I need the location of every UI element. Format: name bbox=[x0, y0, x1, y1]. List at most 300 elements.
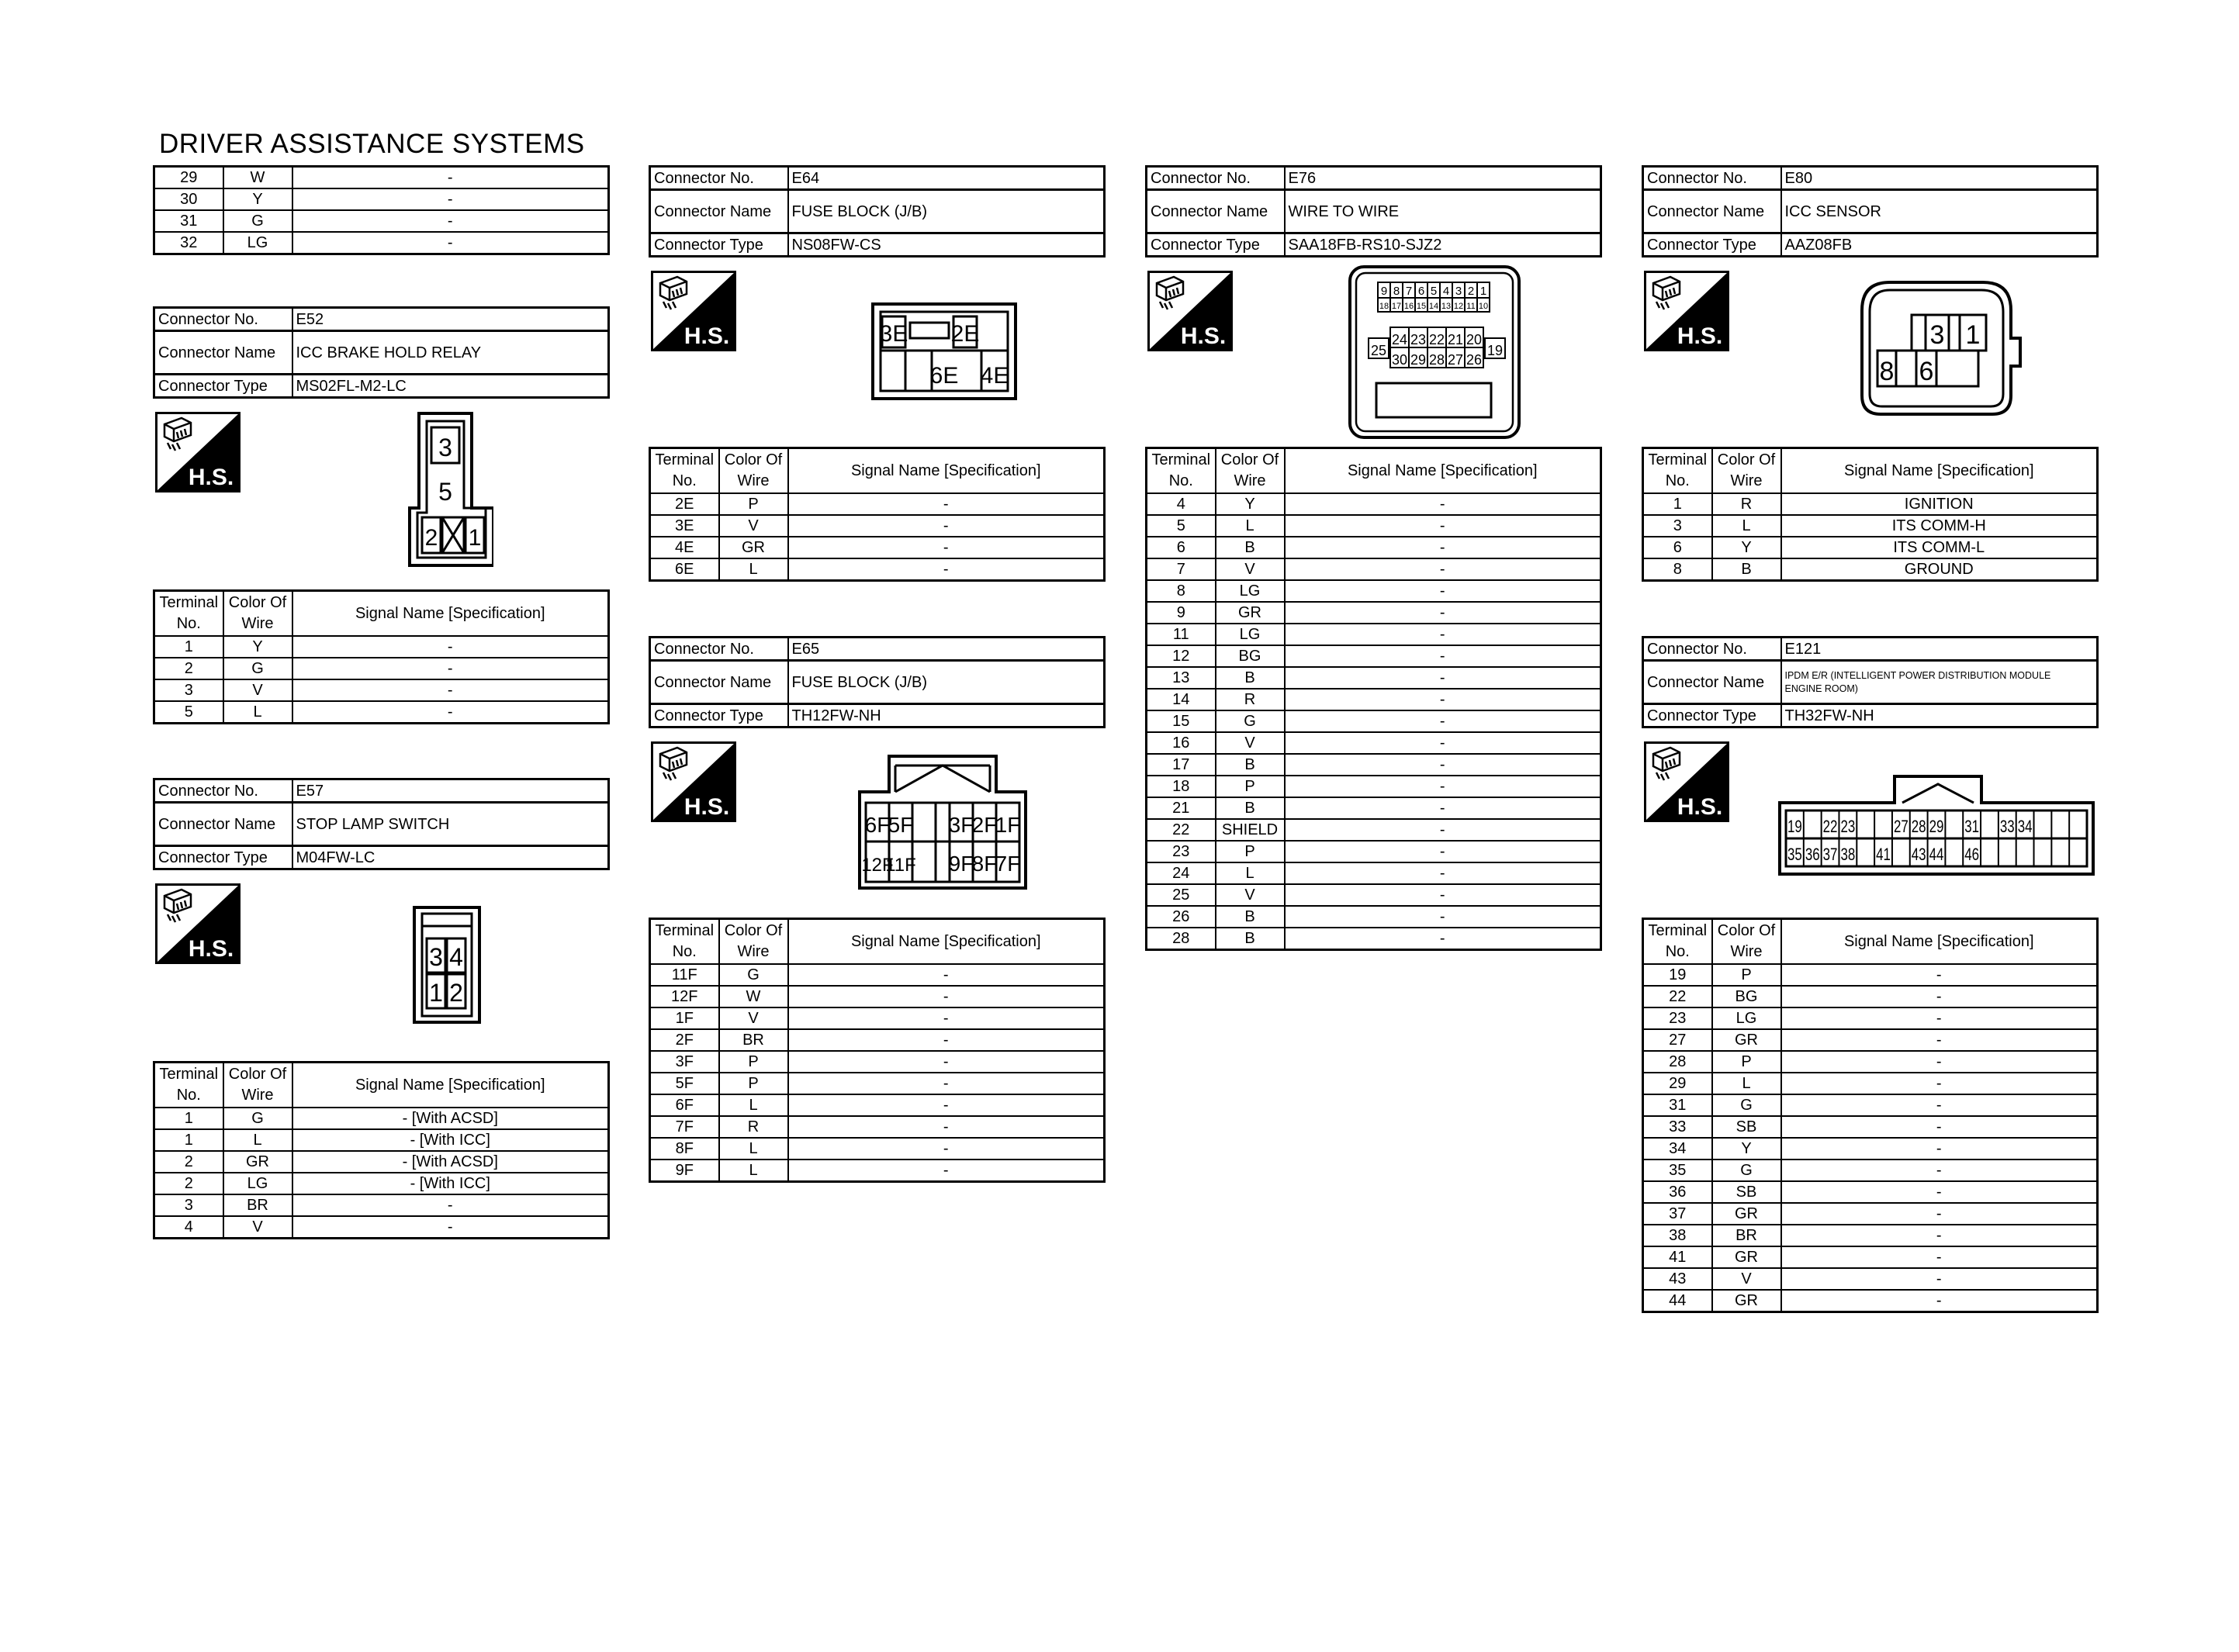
wire-color-cell: L bbox=[223, 701, 292, 724]
connector-no-label: Connector No. bbox=[650, 638, 788, 661]
color-of-wire-header: Color Of Wire bbox=[719, 919, 788, 965]
signal-name-cell: - bbox=[1285, 841, 1601, 862]
terminal-no-header: Terminal No. bbox=[154, 1063, 223, 1108]
terminal-no-cell: 28 bbox=[1643, 1051, 1712, 1073]
connector-no-value: E52 bbox=[292, 308, 609, 331]
signal-name-cell: - bbox=[788, 537, 1105, 558]
signal-name-cell: - bbox=[1285, 884, 1601, 906]
table-row bbox=[650, 986, 1105, 1007]
table-row bbox=[650, 1116, 1105, 1138]
cavity-label: 3 bbox=[429, 943, 443, 971]
table-row bbox=[1147, 624, 1601, 645]
connector-info-e65 bbox=[649, 636, 1106, 728]
table-row bbox=[1147, 537, 1601, 558]
signal-name-cell: - [With ACSD] bbox=[292, 1151, 609, 1173]
signal-name-cell: ITS COMM-H bbox=[1781, 515, 2098, 537]
terminal-no-cell: 8 bbox=[1643, 558, 1712, 581]
connector-type-label: Connector Type bbox=[154, 846, 292, 869]
cavity-label: 13 bbox=[1441, 302, 1452, 311]
table-row bbox=[650, 1138, 1105, 1160]
continued-terminal-table bbox=[153, 165, 610, 255]
terminal-no-cell: 19 bbox=[1643, 964, 1712, 986]
signal-name-cell: - bbox=[1781, 1138, 2098, 1160]
cavity-label: 7F bbox=[995, 852, 1021, 876]
signal-name-cell: - bbox=[1285, 645, 1601, 667]
cavity-label: 2F bbox=[971, 813, 998, 837]
table-row bbox=[1643, 1094, 2098, 1116]
signal-name-cell: - bbox=[1781, 1007, 2098, 1029]
hs-label: H.S. bbox=[683, 323, 730, 349]
terminal-no-cell: 5 bbox=[1147, 515, 1216, 537]
signal-name-cell: - bbox=[788, 1160, 1105, 1182]
signal-name-cell: - bbox=[1781, 1290, 2098, 1312]
terminal-no-cell: 2 bbox=[154, 1151, 223, 1173]
connector-name-label: Connector Name bbox=[154, 803, 292, 846]
terminal-table bbox=[153, 165, 610, 255]
signal-name-cell: - bbox=[1781, 1160, 2098, 1181]
terminal-no-cell: 1 bbox=[154, 636, 223, 658]
hs-label: H.S. bbox=[683, 794, 730, 820]
connector-type-label: Connector Type bbox=[1147, 233, 1285, 257]
signal-name-cell: - bbox=[292, 210, 609, 232]
cavity-label: 1 bbox=[468, 525, 482, 551]
connector-face-e76 bbox=[1347, 264, 1522, 444]
table-row bbox=[1147, 667, 1601, 689]
table-row bbox=[650, 1007, 1105, 1029]
connector-type-label: Connector Type bbox=[1643, 704, 1781, 728]
terminal-no-cell: 15 bbox=[1147, 710, 1216, 732]
connector-face-e52 bbox=[408, 412, 493, 571]
wire-color-cell: W bbox=[223, 167, 292, 189]
wire-color-cell: SHIELD bbox=[1216, 819, 1285, 841]
table-row bbox=[1147, 558, 1601, 580]
terminal-no-cell: 33 bbox=[1643, 1116, 1712, 1138]
table-header-row bbox=[1643, 448, 2098, 494]
wire-color-cell: Y bbox=[1216, 493, 1285, 515]
signal-name-cell: - bbox=[1781, 986, 2098, 1007]
wire-color-cell: B bbox=[1216, 667, 1285, 689]
terminal-no-cell: 4 bbox=[1147, 493, 1216, 515]
terminal-no-cell: 1 bbox=[154, 1108, 223, 1129]
connector-no-label: Connector No. bbox=[1643, 638, 1781, 661]
terminal-no-cell: 4E bbox=[650, 537, 719, 558]
cavity-label: 46 bbox=[1964, 845, 1980, 864]
wire-color-cell: G bbox=[1216, 710, 1285, 732]
cavity-label: 1 bbox=[1479, 285, 1487, 298]
terminal-no-header: Terminal No. bbox=[1643, 919, 1712, 965]
signal-name-cell: - bbox=[1285, 732, 1601, 754]
signal-name-cell: - bbox=[788, 1029, 1105, 1051]
cavity-label: 28 bbox=[1428, 352, 1445, 368]
connector-name-value: FUSE BLOCK (J/B) bbox=[788, 661, 1105, 704]
harness-side-icon bbox=[651, 741, 736, 826]
signal-name-cell: IGNITION bbox=[1781, 493, 2098, 515]
terminal-no-cell: 28 bbox=[1147, 928, 1216, 950]
terminal-no-cell: 3E bbox=[650, 515, 719, 537]
table-row bbox=[1643, 1225, 2098, 1246]
connector-type-label: Connector Type bbox=[650, 704, 788, 728]
signal-name-cell: - bbox=[788, 558, 1105, 581]
terminal-no-cell: 11F bbox=[650, 964, 719, 986]
signal-name-cell: - bbox=[292, 701, 609, 724]
connector-no-value: E76 bbox=[1285, 167, 1601, 190]
connector-info-e76 bbox=[1145, 165, 1602, 257]
terminal-no-cell: 6F bbox=[650, 1094, 719, 1116]
table-row bbox=[650, 537, 1105, 558]
table-row bbox=[154, 1151, 609, 1173]
connector-no-label: Connector No. bbox=[1147, 167, 1285, 190]
signal-name-cell: - bbox=[292, 679, 609, 701]
wire-color-cell: B bbox=[1216, 797, 1285, 819]
table-row bbox=[650, 964, 1105, 986]
hs-label: H.S. bbox=[1677, 794, 1723, 820]
signal-name-cell: - bbox=[292, 658, 609, 679]
table-row bbox=[650, 1094, 1105, 1116]
cavity-label: 2E bbox=[950, 321, 980, 347]
signal-name-cell: - bbox=[1285, 537, 1601, 558]
wire-color-cell: GR bbox=[223, 1151, 292, 1173]
terminal-table-e80 bbox=[1642, 447, 2099, 582]
wire-color-cell: Y bbox=[1712, 537, 1781, 558]
connector-name-label: Connector Name bbox=[650, 190, 788, 233]
terminal-no-cell: 23 bbox=[1643, 1007, 1712, 1029]
signal-name-cell: - bbox=[1285, 580, 1601, 602]
cavity-label: 28 bbox=[1911, 817, 1926, 836]
table-row bbox=[1147, 515, 1601, 537]
terminal-table bbox=[153, 1061, 610, 1239]
terminal-no-cell: 9F bbox=[650, 1160, 719, 1182]
signal-name-cell: - bbox=[1781, 1225, 2098, 1246]
cavity-label: 19 bbox=[1486, 343, 1504, 358]
wire-color-cell: G bbox=[223, 1108, 292, 1129]
cavity-label: 22 bbox=[1822, 817, 1838, 836]
terminal-no-cell: 8F bbox=[650, 1138, 719, 1160]
terminal-no-cell: 1F bbox=[650, 1007, 719, 1029]
table-row bbox=[1643, 493, 2098, 515]
table-row bbox=[1147, 862, 1601, 884]
terminal-no-cell: 38 bbox=[1643, 1225, 1712, 1246]
harness-side-icon bbox=[651, 271, 736, 355]
cavity-label: 21 bbox=[1447, 332, 1464, 347]
color-of-wire-header: Color Of Wire bbox=[719, 448, 788, 494]
wire-color-cell: V bbox=[223, 1216, 292, 1239]
table-row bbox=[1147, 776, 1601, 797]
signal-name-cell: - bbox=[788, 1094, 1105, 1116]
table-row bbox=[1147, 797, 1601, 819]
table-row bbox=[1147, 493, 1601, 515]
table-header-row bbox=[650, 448, 1105, 494]
terminal-no-cell: 37 bbox=[1643, 1203, 1712, 1225]
signal-name-cell: - bbox=[1781, 964, 2098, 986]
terminal-no-cell: 27 bbox=[1643, 1029, 1712, 1051]
table-row bbox=[154, 701, 609, 724]
terminal-no-cell: 13 bbox=[1147, 667, 1216, 689]
wire-color-cell: P bbox=[719, 1073, 788, 1094]
connector-face-e121 bbox=[1778, 775, 2095, 880]
cavity-label: 8F bbox=[971, 852, 998, 876]
terminal-no-header: Terminal No. bbox=[650, 919, 719, 965]
wire-color-cell: P bbox=[1712, 1051, 1781, 1073]
cavity-label: 33 bbox=[1999, 817, 2015, 836]
terminal-no-cell: 29 bbox=[1643, 1073, 1712, 1094]
terminal-no-header: Terminal No. bbox=[1643, 448, 1712, 494]
connector-name-value: STOP LAMP SWITCH bbox=[292, 803, 609, 846]
signal-name-cell: - bbox=[1285, 819, 1601, 841]
cavity-label: 34 bbox=[2017, 817, 2033, 836]
wire-color-cell: B bbox=[1712, 558, 1781, 581]
table-row bbox=[154, 210, 609, 232]
signal-name-header: Signal Name [Specification] bbox=[292, 1063, 609, 1108]
wire-color-cell: LG bbox=[223, 1173, 292, 1194]
table-header-row bbox=[1643, 919, 2098, 965]
cavity-label: 3E bbox=[879, 321, 908, 347]
signal-name-cell: - bbox=[1285, 624, 1601, 645]
wire-color-cell: BR bbox=[1712, 1225, 1781, 1246]
cavity-label: 17 bbox=[1391, 302, 1402, 311]
terminal-no-cell: 35 bbox=[1643, 1160, 1712, 1181]
cavity-label: 3 bbox=[1929, 320, 1945, 350]
table-row bbox=[1147, 928, 1601, 950]
table-row bbox=[1643, 1268, 2098, 1290]
signal-name-header: Signal Name [Specification] bbox=[788, 448, 1105, 494]
terminal-no-cell: 8 bbox=[1147, 580, 1216, 602]
cavity-label: 3 bbox=[1455, 285, 1462, 298]
terminal-no-header: Terminal No. bbox=[650, 448, 719, 494]
table-row bbox=[1643, 1116, 2098, 1138]
terminal-no-cell: 22 bbox=[1147, 819, 1216, 841]
connector-type-value: TH32FW-NH bbox=[1781, 704, 2098, 728]
wire-color-cell: GR bbox=[1712, 1246, 1781, 1268]
connector-type-label: Connector Type bbox=[154, 375, 292, 398]
connector-no-label: Connector No. bbox=[154, 308, 292, 331]
wire-color-cell: GR bbox=[719, 537, 788, 558]
cavity-label: 27 bbox=[1893, 817, 1909, 836]
cavity-label: 6E bbox=[929, 363, 959, 389]
cavity-label: 9F bbox=[948, 852, 974, 876]
signal-name-header: Signal Name [Specification] bbox=[1781, 919, 2098, 965]
wire-color-cell: L bbox=[223, 1129, 292, 1151]
terminal-table-e57 bbox=[153, 1061, 610, 1239]
table-row bbox=[154, 636, 609, 658]
wire-color-cell: L bbox=[719, 1138, 788, 1160]
cavity-label: 4 bbox=[449, 943, 463, 971]
terminal-no-cell: 5F bbox=[650, 1073, 719, 1094]
cavity-label: 23 bbox=[1410, 332, 1427, 347]
cavity-label: 2 bbox=[1467, 285, 1475, 298]
cavity-label: 20 bbox=[1466, 332, 1483, 347]
table-row bbox=[154, 232, 609, 254]
signal-name-cell: - bbox=[292, 1194, 609, 1216]
signal-name-cell: - bbox=[1285, 906, 1601, 928]
terminal-no-cell: 2E bbox=[650, 493, 719, 515]
wire-color-cell: BG bbox=[1216, 645, 1285, 667]
terminal-table bbox=[649, 447, 1106, 582]
hs-label: H.S. bbox=[1180, 323, 1227, 349]
table-row bbox=[154, 658, 609, 679]
table-row bbox=[1643, 1138, 2098, 1160]
terminal-no-cell: 43 bbox=[1643, 1268, 1712, 1290]
harness-side-icon bbox=[155, 412, 241, 496]
cavity-label: 24 bbox=[1391, 332, 1408, 347]
terminal-no-cell: 1 bbox=[1643, 493, 1712, 515]
terminal-no-cell: 11 bbox=[1147, 624, 1216, 645]
terminal-no-cell: 9 bbox=[1147, 602, 1216, 624]
connector-no-value: E57 bbox=[292, 779, 609, 803]
signal-name-cell: - bbox=[292, 167, 609, 189]
wire-color-cell: GR bbox=[1216, 602, 1285, 624]
wire-color-cell: P bbox=[1216, 776, 1285, 797]
connector-no-label: Connector No. bbox=[154, 779, 292, 803]
terminal-no-cell: 3 bbox=[154, 1194, 223, 1216]
table-row bbox=[154, 167, 609, 189]
cavity-label: 3F bbox=[948, 813, 974, 837]
connector-name-label: Connector Name bbox=[1147, 190, 1285, 233]
wire-color-cell: V bbox=[1712, 1268, 1781, 1290]
signal-name-cell: - bbox=[1285, 776, 1601, 797]
connector-no-value: E80 bbox=[1781, 167, 2098, 190]
table-row bbox=[650, 515, 1105, 537]
connector-face-e65 bbox=[858, 755, 1027, 893]
cavity-label: 8 bbox=[1393, 285, 1400, 298]
cavity-label: 16 bbox=[1403, 302, 1414, 311]
terminal-table bbox=[153, 589, 610, 724]
signal-name-cell: - bbox=[292, 1216, 609, 1239]
signal-name-cell: - bbox=[788, 1051, 1105, 1073]
connector-type-value: SAA18FB-RS10-SJZ2 bbox=[1285, 233, 1601, 257]
terminal-no-cell: 26 bbox=[1147, 906, 1216, 928]
color-of-wire-header: Color Of Wire bbox=[1216, 448, 1285, 494]
connector-face-e57 bbox=[413, 906, 481, 1028]
cavity-label: 8 bbox=[1879, 357, 1895, 386]
wire-color-cell: L bbox=[1216, 862, 1285, 884]
signal-name-cell: - [With ICC] bbox=[292, 1173, 609, 1194]
connector-face-e80 bbox=[1859, 279, 2026, 421]
harness-side-icon bbox=[1147, 271, 1233, 355]
harness-side-icon bbox=[155, 883, 241, 968]
connector-name-label: Connector Name bbox=[1643, 190, 1781, 233]
terminal-no-cell: 34 bbox=[1643, 1138, 1712, 1160]
terminal-no-cell: 2 bbox=[154, 658, 223, 679]
signal-name-cell: - bbox=[1285, 862, 1601, 884]
wire-color-cell: SB bbox=[1712, 1116, 1781, 1138]
table-row bbox=[1643, 1203, 2098, 1225]
table-row bbox=[650, 1051, 1105, 1073]
connector-name-value: WIRE TO WIRE bbox=[1285, 190, 1601, 233]
table-row bbox=[154, 1108, 609, 1129]
table-row bbox=[1643, 1160, 2098, 1181]
table-row bbox=[1643, 1246, 2098, 1268]
terminal-no-header: Terminal No. bbox=[1147, 448, 1216, 494]
connector-info-e80 bbox=[1642, 165, 2099, 257]
wire-color-cell: BR bbox=[719, 1029, 788, 1051]
signal-name-cell: - bbox=[292, 188, 609, 210]
cavity-label: 29 bbox=[1410, 352, 1427, 368]
cavity-label: 36 bbox=[1805, 845, 1820, 864]
wire-color-cell: L bbox=[719, 1160, 788, 1182]
connector-type-value: M04FW-LC bbox=[292, 846, 609, 869]
table-row bbox=[154, 1129, 609, 1151]
table-row bbox=[1147, 602, 1601, 624]
terminal-no-cell: 4 bbox=[154, 1216, 223, 1239]
harness-side-icon bbox=[1644, 741, 1729, 826]
table-row bbox=[1147, 906, 1601, 928]
connector-type-value: AAZ08FB bbox=[1781, 233, 2098, 257]
terminal-no-cell: 41 bbox=[1643, 1246, 1712, 1268]
signal-name-cell: - bbox=[1781, 1094, 2098, 1116]
signal-name-cell: - bbox=[1285, 493, 1601, 515]
cavity-label: 23 bbox=[1840, 817, 1856, 836]
wire-color-cell: GR bbox=[1712, 1203, 1781, 1225]
terminal-no-cell: 21 bbox=[1147, 797, 1216, 819]
signal-name-cell: - bbox=[1285, 710, 1601, 732]
table-row bbox=[1643, 964, 2098, 986]
terminal-no-cell: 2F bbox=[650, 1029, 719, 1051]
terminal-no-cell: 30 bbox=[154, 188, 223, 210]
terminal-no-cell: 23 bbox=[1147, 841, 1216, 862]
terminal-no-cell: 36 bbox=[1643, 1181, 1712, 1203]
table-row bbox=[1643, 986, 2098, 1007]
cavity-label: 4 bbox=[1442, 285, 1450, 298]
wire-color-cell: LG bbox=[1216, 580, 1285, 602]
wire-color-cell: V bbox=[719, 515, 788, 537]
signal-name-cell: - bbox=[788, 515, 1105, 537]
terminal-no-cell: 14 bbox=[1147, 689, 1216, 710]
cavity-label: 9 bbox=[1380, 285, 1388, 298]
table-row bbox=[1643, 1181, 2098, 1203]
table-row bbox=[1147, 580, 1601, 602]
table-row bbox=[650, 1073, 1105, 1094]
color-of-wire-header: Color Of Wire bbox=[1712, 448, 1781, 494]
table-row bbox=[1147, 645, 1601, 667]
cavity-label: 41 bbox=[1876, 845, 1891, 864]
signal-name-header: Signal Name [Specification] bbox=[1285, 448, 1601, 494]
cavity-label: 6F bbox=[864, 813, 891, 837]
terminal-no-cell: 29 bbox=[154, 167, 223, 189]
terminal-table bbox=[649, 918, 1106, 1183]
cavity-label: 5F bbox=[888, 813, 914, 837]
color-of-wire-header: Color Of Wire bbox=[1712, 919, 1781, 965]
signal-name-cell: GROUND bbox=[1781, 558, 2098, 581]
terminal-table-e65 bbox=[649, 918, 1106, 1183]
signal-name-cell: - bbox=[1781, 1073, 2098, 1094]
wire-color-cell: B bbox=[1216, 906, 1285, 928]
wire-color-cell: L bbox=[1712, 1073, 1781, 1094]
wire-color-cell: G bbox=[719, 964, 788, 986]
connector-type-value: TH12FW-NH bbox=[788, 704, 1105, 728]
wire-color-cell: V bbox=[719, 1007, 788, 1029]
terminal-no-cell: 25 bbox=[1147, 884, 1216, 906]
wire-color-cell: P bbox=[1712, 964, 1781, 986]
terminal-no-cell: 22 bbox=[1643, 986, 1712, 1007]
table-row bbox=[154, 1216, 609, 1239]
signal-name-cell: - bbox=[788, 1138, 1105, 1160]
table-header-row bbox=[154, 591, 609, 637]
wire-color-cell: GR bbox=[1712, 1029, 1781, 1051]
cavity-label: 25 bbox=[1370, 343, 1387, 358]
cavity-label: 43 bbox=[1911, 845, 1926, 864]
connector-info-e64 bbox=[649, 165, 1106, 257]
signal-name-cell: - bbox=[1285, 602, 1601, 624]
signal-name-cell: - bbox=[1285, 515, 1601, 537]
wire-color-cell: L bbox=[1712, 515, 1781, 537]
connector-info-e121 bbox=[1642, 636, 2099, 728]
wire-color-cell: L bbox=[719, 1094, 788, 1116]
wire-color-cell: BG bbox=[1712, 986, 1781, 1007]
connector-name-value: FUSE BLOCK (J/B) bbox=[788, 190, 1105, 233]
table-row bbox=[154, 679, 609, 701]
cavity-label: 27 bbox=[1447, 352, 1464, 368]
table-row bbox=[154, 1194, 609, 1216]
